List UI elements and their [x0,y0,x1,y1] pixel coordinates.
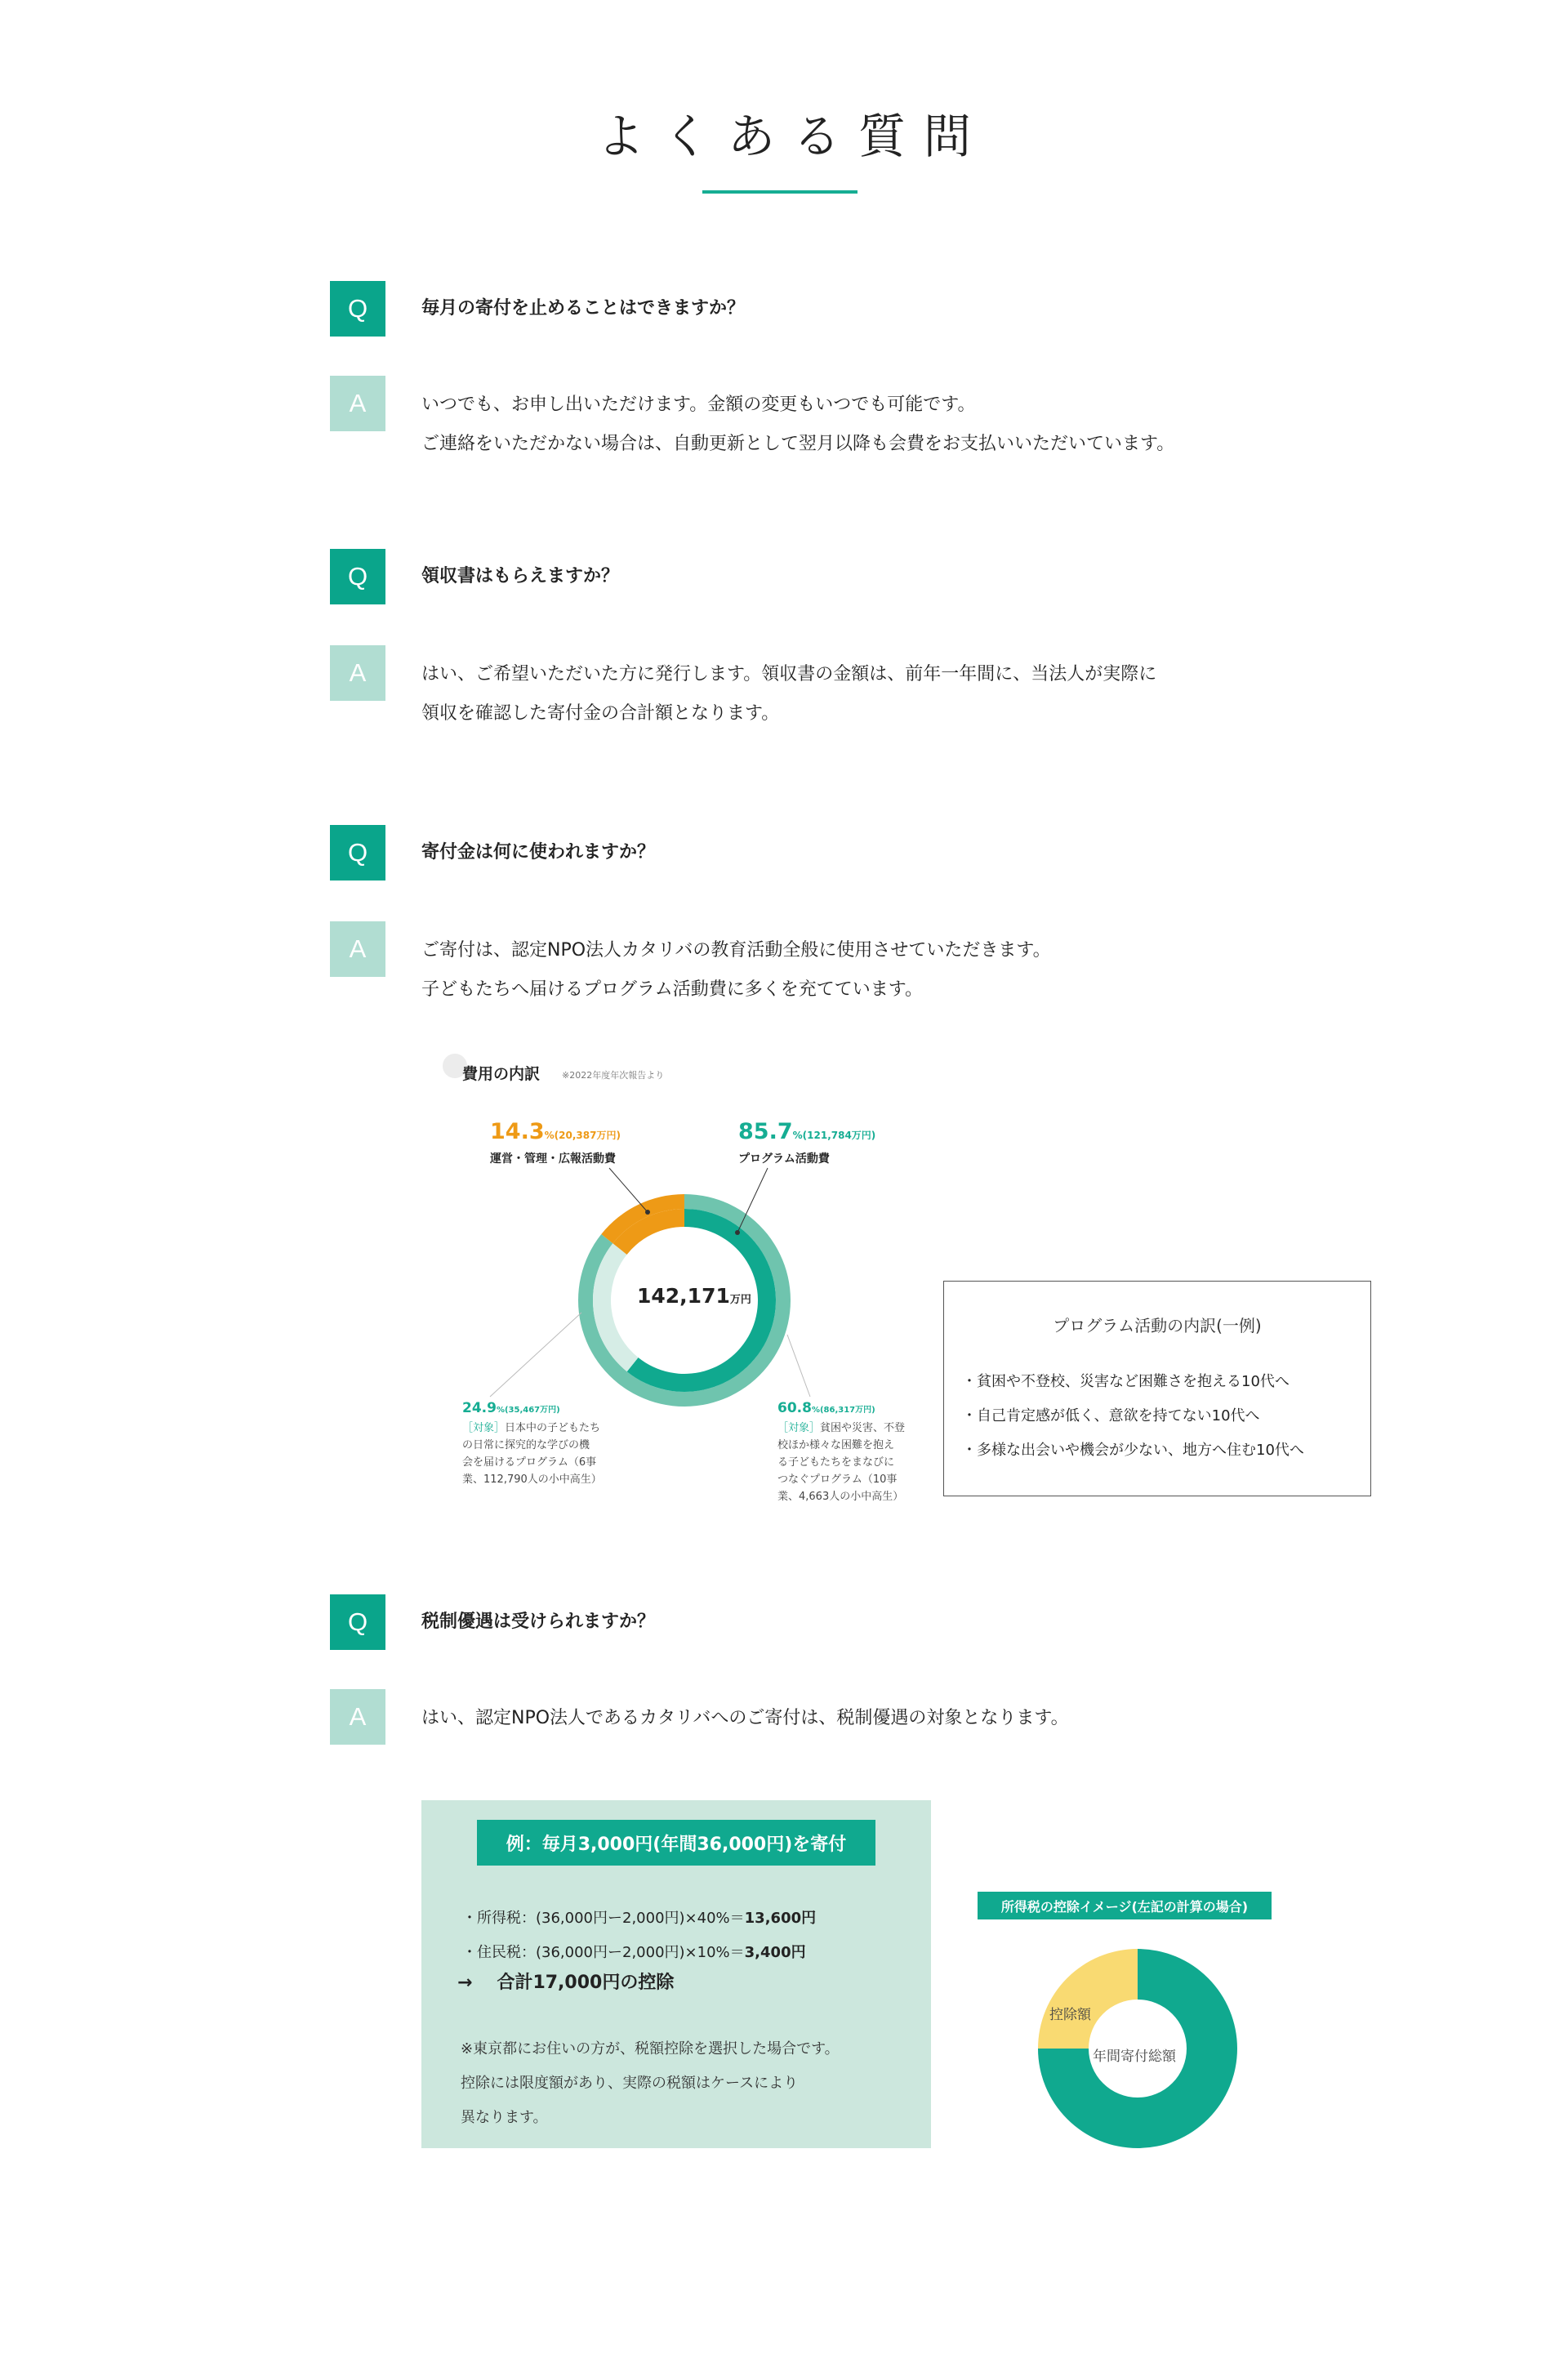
a-badge: A [330,645,385,701]
q-badge: Q [330,549,385,604]
a-badge: A [330,1689,385,1745]
page-title: よくある質問 [596,109,989,164]
admin-percent: 14.3%(20,387万円) [490,1119,621,1144]
answer-line: ご寄付は、認定NPO法人カタリバの教育活動全般に使用させていただきます。 [421,940,1051,961]
general-percent: 24.9%(35,467万円) [462,1400,560,1416]
q-badge: Q [330,1594,385,1650]
deduction-label: 控除額 [1049,2007,1091,2023]
tax-example-box [421,1800,931,2148]
income-tax-line: ・所得税：(36,000円ー2,000円)×40%＝13,600円 [462,1910,817,1927]
breakdown-title: プログラム活動の内訳(一例) [1053,1316,1262,1335]
faq-question-4: 税制優遇は受けられますか？ [421,1612,656,1632]
leader-dot [735,1230,740,1235]
leader-line [490,1313,581,1397]
breakdown-item: ・自己肯定感が低く、意欲を持てない10代へ [962,1407,1260,1424]
answer-line: 子どもたちへ届けるプログラム活動費に多くを充てています。 [421,979,924,1000]
faq-question-1: 毎月の寄付を止めることはできますか？ [421,298,746,319]
cost-chart-title: 費用の内訳 [462,1065,541,1083]
program-breakdown-box [943,1281,1371,1496]
tax-note-line: ※東京都にお住いの方が、税額控除を選択した場合です。 [461,2040,840,2058]
answer-line: ご連絡をいただかない場合は、自動更新として翌月以降も会費をお支払いいただいています。 [421,434,1175,454]
admin-label: 運営・管理・広報活動費 [490,1152,616,1166]
tax-note-line: 控除には限度額があり、実際の税額はケースにより [461,2075,799,2092]
tax-total: → 合計17,000円の控除 [457,1973,675,1993]
program-label: プログラム活動費 [738,1152,830,1166]
answer-line: はい、ご希望いただいた方に発行します。領収書の金額は、前年一年間に、当法人が実際に [421,664,1157,684]
leader-dot [645,1210,650,1215]
answer-line: はい、認定NPO法人であるカタリバへのご寄付は、税制優遇の対象となります。 [421,1708,1069,1728]
breakdown-item: ・多様な出会いや機会が少ない、地方へ住む10代へ [962,1442,1304,1459]
answer-line: いつでも、お申し出いただけます。金額の変更もいつでも可能です。 [421,395,976,415]
a-badge: A [330,921,385,977]
breakdown-item: ・貧困や不登校、災害など困難さを抱える10代へ [962,1373,1290,1390]
q-badge: Q [330,281,385,337]
resident-tax-line: ・住民税：(36,000円ー2,000円)×10%＝3,400円 [462,1944,806,1961]
support-percent: 60.8%(86,317万円) [777,1400,875,1416]
leader-line [787,1335,810,1397]
cost-total: 142,171万円 [637,1284,751,1308]
faq-question-2: 領収書はもらえますか？ [421,566,620,586]
support-description: ［対象］貧困や災害、不登 校ほか様々な困難を抱え る子どもたちをまなびに つなぐプログラム（10事 業、4,663人の小中高生） [777,1422,906,1503]
annual-total-label: 年間寄付総額 [1093,2049,1176,2065]
tax-image-label: 所得税の控除イメージ(左記の計算の場合) [978,1892,1272,1919]
tax-example-heading: 例：毎月3,000円(年間36,000円)を寄付 [477,1820,875,1866]
answer-line: 領収を確認した寄付金の合計額となります。 [421,703,780,724]
leader-line [609,1168,648,1212]
tax-note-line: 異なります。 [461,2109,548,2126]
program-percent: 85.7%(121,784万円) [738,1119,876,1144]
cost-chart-note: ※2022年度年次報告より [562,1070,665,1081]
deduction-slice [1038,1949,1138,2049]
faq-answer-4 [421,1699,1069,1738]
general-description: ［対象］日本中の子どもたち の日常に探究的な学びの機 会を届けるプログラム（6事 業、112,790人の小中高生） [462,1422,602,1486]
arrow-icon: → [457,1973,473,1993]
a-badge: A [330,376,385,431]
q-badge: Q [330,825,385,881]
faq-question-3: 寄付金は何に使われますか？ [421,842,656,863]
